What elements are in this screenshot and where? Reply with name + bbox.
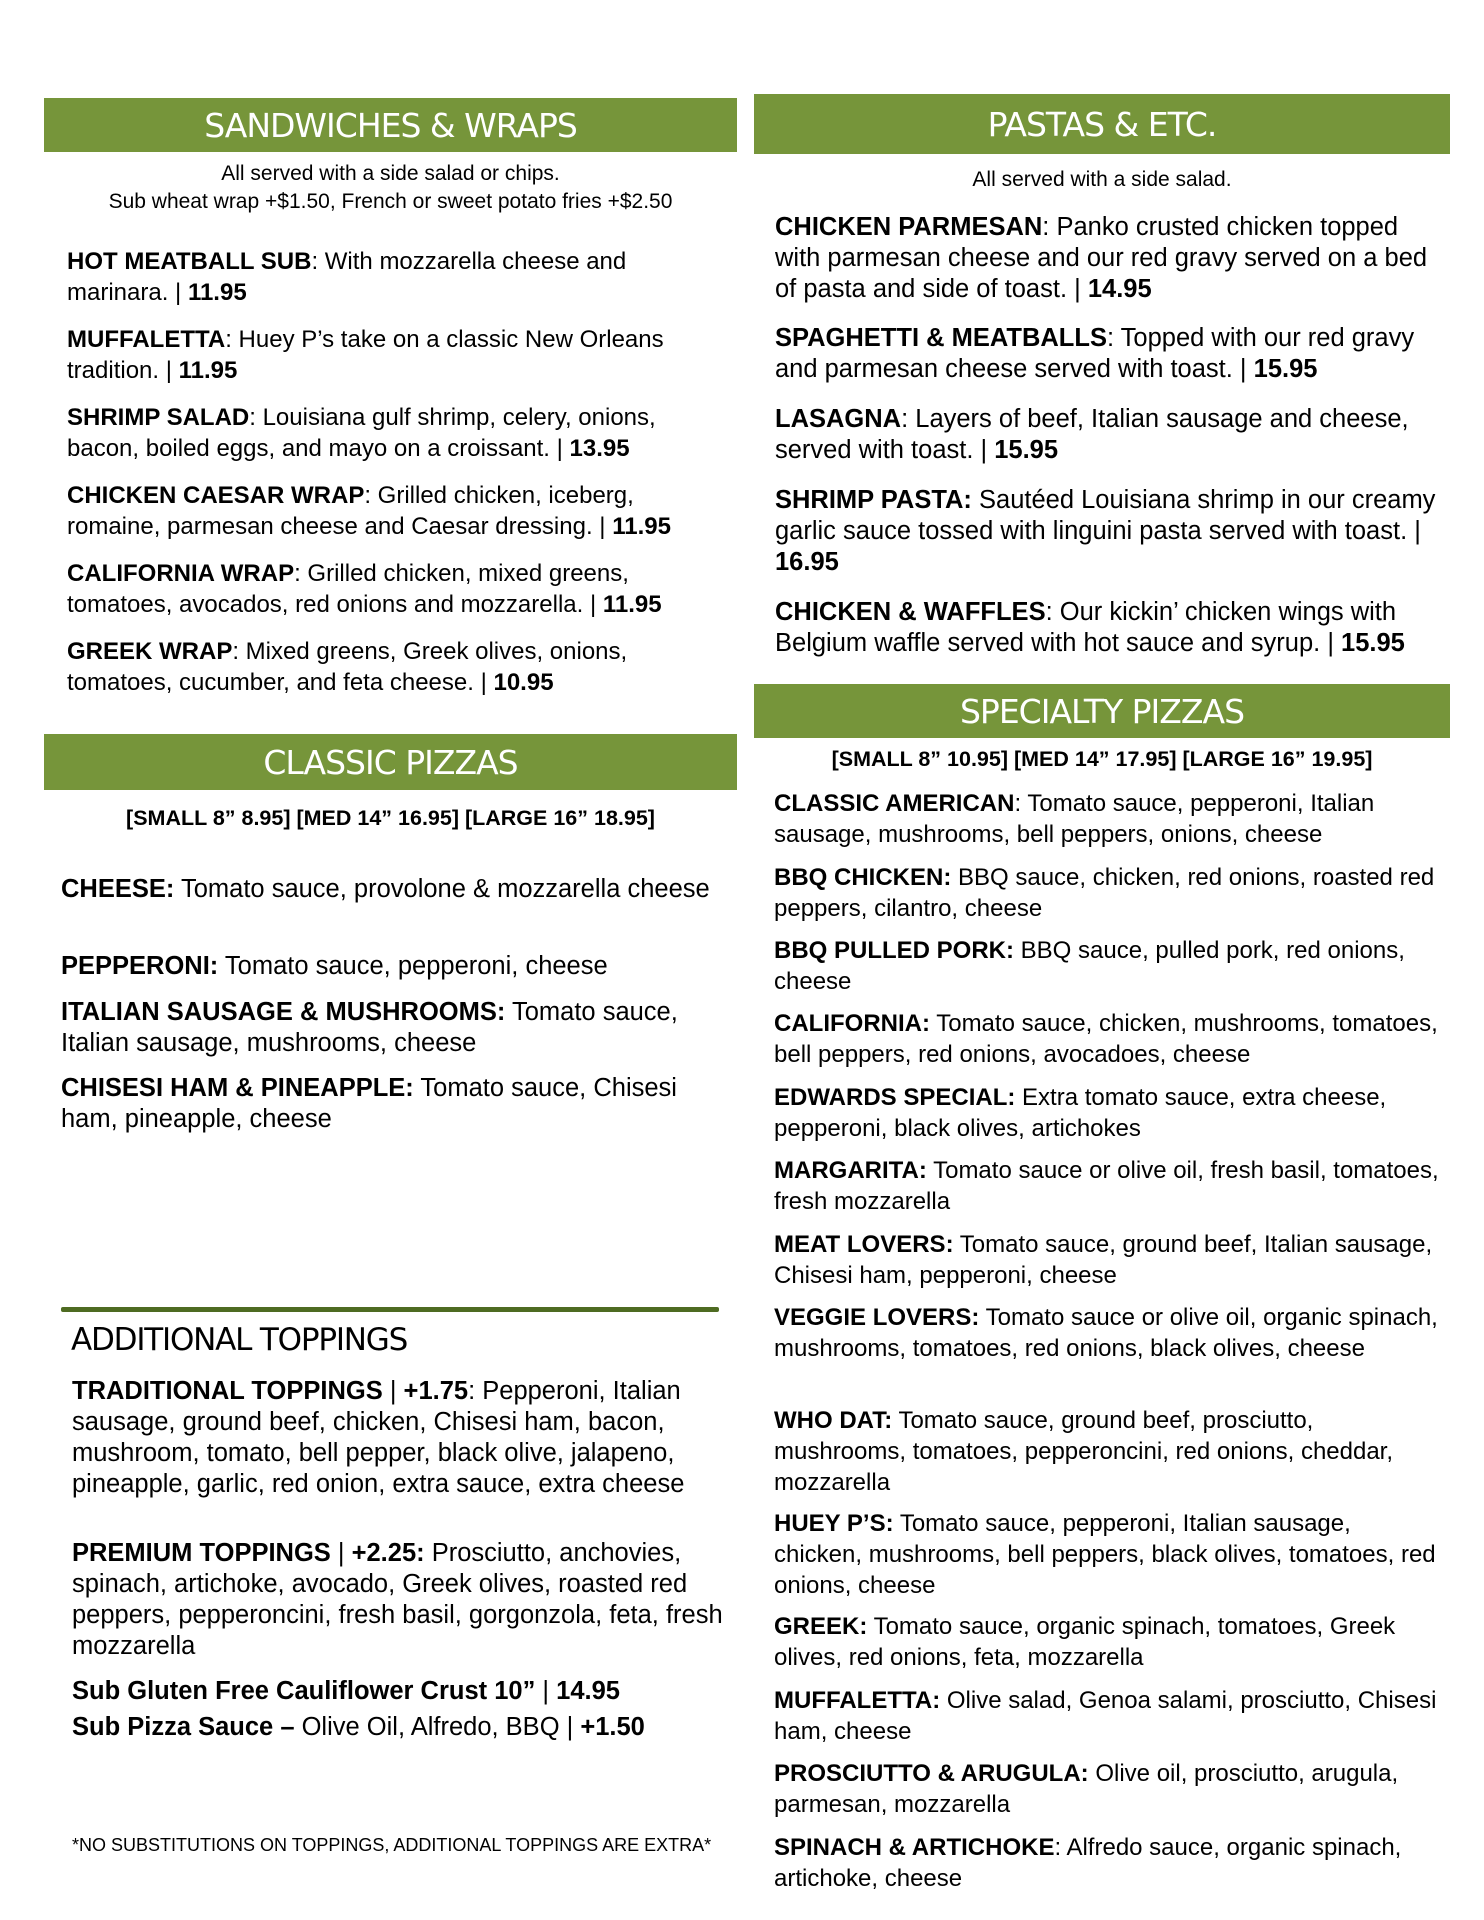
item-price: +1.75 xyxy=(403,1377,469,1405)
item-name: PREMIUM TOPPINGS xyxy=(72,1539,331,1567)
classic-pizzas-title: CLASSIC PIZZAS xyxy=(263,742,518,782)
item-desc: Olive salad, Genoa salami, prosciutto, Chisesi ham, cheese xyxy=(774,1687,1437,1745)
item-name: Sub Pizza Sauce – xyxy=(72,1713,295,1741)
item-price: 15.95 xyxy=(994,436,1059,464)
sandwiches-note xyxy=(44,160,737,216)
item-price: +2.25: xyxy=(351,1539,425,1567)
item-name: WHO DAT: xyxy=(774,1407,893,1434)
menu-item-chicken-waffles xyxy=(775,597,1445,659)
item-name: PEPPERONI: xyxy=(61,952,219,980)
item-name: MARGARITA: xyxy=(774,1157,927,1184)
item-desc: : Tomato sauce, pepperoni, Italian sausage, mushrooms, bell peppers, onions, cheese xyxy=(774,790,1375,848)
item-name: VEGGIE LOVERS: xyxy=(774,1304,980,1331)
item-name: MUFFALETTA xyxy=(67,326,226,353)
menu-item-muffaletta-pizza xyxy=(774,1685,1444,1747)
item-sep: | xyxy=(330,1539,352,1567)
item-price: 15.95 xyxy=(1341,629,1405,657)
item-desc: Sautéed Louisiana shrimp in our creamy garlic sauce tossed with linguini pasta served with toast. | xyxy=(775,486,1436,545)
item-desc: Tomato sauce, ground beef, Italian sausage, Chisesi ham, pepperoni, cheese xyxy=(774,1231,1433,1289)
sandwiches-note-2: Sub wheat wrap +$1.50, French or sweet potato fries +$2.50 xyxy=(108,190,673,213)
footnote: *NO SUBSTITUTIONS ON TOPPINGS, ADDITIONAL TOPPINGS ARE EXTRA* xyxy=(72,1835,712,1855)
item-desc: : Grilled chicken, iceberg, romaine, parmesan cheese and Caesar dressing. | xyxy=(67,482,634,540)
specialty-pizzas-title: SPECIALTY PIZZAS xyxy=(959,691,1245,731)
item-desc: : Huey P’s take on a classic New Orleans tradition. | xyxy=(67,326,664,384)
item-name: BBQ PULLED PORK: xyxy=(774,937,1014,964)
item-price: 11.95 xyxy=(178,357,238,384)
item-price: 15.95 xyxy=(1253,355,1318,383)
item-name: TRADITIONAL TOPPINGS xyxy=(72,1377,383,1405)
menu-item-huey-ps xyxy=(774,1508,1444,1601)
menu-item-chisesi-ham-pizza xyxy=(61,1073,721,1135)
item-name: EDWARDS SPECIAL: xyxy=(774,1084,1016,1111)
menu-item-margarita xyxy=(774,1155,1444,1217)
item-price: 14.95 xyxy=(1087,275,1152,303)
menu-item-prosciutto-arugula xyxy=(774,1758,1444,1820)
sandwiches-banner xyxy=(44,98,737,152)
item-name: MUFFALETTA: xyxy=(774,1687,941,1714)
item-desc: BBQ sauce, pulled pork, red onions, cheese xyxy=(774,937,1405,995)
menu-item-italian-sausage-pizza xyxy=(61,997,721,1059)
item-name: CALIFORNIA WRAP xyxy=(67,560,295,587)
sub-pizza-sauce xyxy=(72,1712,727,1743)
item-name: PROSCIUTTO & ARUGULA: xyxy=(774,1760,1089,1787)
specialty-pizzas-sizes: [SMALL 8” 10.95] [MED 14” 17.95] [LARGE 16” 19.95] xyxy=(831,747,1373,771)
item-name: SHRIMP PASTA: xyxy=(775,486,972,514)
menu-item-spinach-artichoke xyxy=(774,1832,1444,1894)
item-desc: Tomato sauce, Chisesi ham, pineapple, cheese xyxy=(61,1074,677,1133)
item-desc: Extra tomato sauce, extra cheese, pepperoni, black olives, artichokes xyxy=(774,1084,1387,1142)
menu-item-classic-american xyxy=(774,788,1444,850)
item-desc: Tomato sauce, organic spinach, tomatoes, Greek olives, red onions, feta, mozzarella xyxy=(774,1613,1396,1671)
item-sep: | xyxy=(535,1677,557,1705)
gluten-free-crust xyxy=(72,1676,727,1707)
menu-item-chicken-caesar-wrap xyxy=(67,480,727,542)
classic-pizzas-sizes: [SMALL 8” 8.95] [MED 14” 16.95] [LARGE 16” 18.95] xyxy=(126,806,655,830)
toppings-title: ADDITIONAL TOPPINGS xyxy=(71,1322,408,1358)
menu-item-hot-meatball-sub xyxy=(67,246,727,308)
item-name: HOT MEATBALL SUB xyxy=(67,248,312,275)
item-name: LASAGNA xyxy=(775,405,902,433)
item-sep: | xyxy=(382,1377,404,1405)
item-name: HUEY P’S: xyxy=(774,1510,894,1537)
menu-item-lasagna xyxy=(775,404,1445,466)
item-desc: : Topped with our red gravy and parmesan cheese served with toast. | xyxy=(775,324,1415,383)
item-name: BBQ CHICKEN: xyxy=(774,864,952,891)
item-desc: Tomato sauce, pepperoni, Italian sausage, chicken, mushrooms, bell peppers, black olives, tomatoes, red onions, cheese xyxy=(774,1510,1436,1599)
item-name: GREEK: xyxy=(774,1613,868,1640)
toppings-divider xyxy=(61,1307,719,1312)
item-price: 16.95 xyxy=(775,548,839,576)
menu-item-greek-wrap xyxy=(67,636,727,698)
item-name: CHICKEN & WAFFLES xyxy=(775,598,1046,626)
item-name: CHICKEN PARMESAN xyxy=(775,213,1043,241)
item-price: 11.95 xyxy=(602,591,662,618)
pastas-title: PASTAS & ETC. xyxy=(987,104,1217,144)
item-name: CLASSIC AMERICAN xyxy=(774,790,1015,817)
menu-item-shrimp-pasta xyxy=(775,485,1445,578)
item-name: SPAGHETTI & MEATBALLS xyxy=(775,324,1107,352)
item-price: 11.95 xyxy=(187,279,247,306)
item-price: 11.95 xyxy=(612,513,671,540)
premium-toppings xyxy=(72,1538,727,1662)
specialty-pizzas-banner xyxy=(754,684,1450,738)
item-name: CHEESE: xyxy=(61,875,175,903)
item-name: SHRIMP SALAD xyxy=(67,404,250,431)
item-desc: Tomato sauce, provolone & mozzarella cheese xyxy=(174,875,710,903)
menu-item-veggie-lovers xyxy=(774,1302,1444,1364)
item-name: CHICKEN CAESAR WRAP xyxy=(67,482,365,509)
item-desc: Tomato sauce, chicken, mushrooms, tomatoes, bell peppers, red onions, avocadoes, cheese xyxy=(774,1010,1438,1068)
item-desc: : Grilled chicken, mixed greens, tomatoes, avocados, red onions and mozzarella. | xyxy=(67,560,629,618)
traditional-toppings xyxy=(72,1376,727,1500)
sandwiches-note-1: All served with a side salad or chips. xyxy=(221,162,560,185)
item-desc: Tomato sauce, Italian sausage, mushrooms, cheese xyxy=(61,998,678,1057)
menu-item-greek-pizza xyxy=(774,1611,1444,1673)
item-desc: Olive oil, prosciutto, arugula, parmesan, mozzarella xyxy=(774,1760,1399,1818)
menu-item-pepperoni-pizza xyxy=(61,951,721,982)
pastas-note: All served with a side salad. xyxy=(972,168,1232,191)
menu-item-shrimp-salad xyxy=(67,402,727,464)
item-desc: : Alfredo sauce, organic spinach, artichoke, cheese xyxy=(774,1834,1402,1892)
menu-item-edwards-special xyxy=(774,1082,1444,1144)
menu-item-california-wrap xyxy=(67,558,727,620)
item-desc: Prosciutto, anchovies, spinach, artichoke, avocado, Greek olives, roasted red peppers, pepperoncini, fresh basil, gorgonzola, feta, fresh mozzarella xyxy=(72,1539,723,1660)
menu-item-chicken-parmesan xyxy=(775,212,1445,305)
menu-item-muffaletta xyxy=(67,324,727,386)
pastas-banner xyxy=(754,94,1450,154)
classic-pizzas-banner xyxy=(44,734,737,790)
item-desc: : Louisiana gulf shrimp, celery, onions, bacon, boiled eggs, and mayo on a croissant. | xyxy=(67,404,656,462)
item-name: CHISESI HAM & PINEAPPLE: xyxy=(61,1074,414,1102)
item-name: Sub Gluten Free Cauliflower Crust 10” xyxy=(72,1677,536,1705)
item-name: CALIFORNIA: xyxy=(774,1010,930,1037)
item-price: 10.95 xyxy=(493,669,554,696)
item-desc: Tomato sauce, ground beef, prosciutto, mushrooms, tomatoes, pepperoncini, red onions, cheddar, mozzarella xyxy=(774,1407,1394,1496)
menu-item-who-dat xyxy=(774,1405,1444,1498)
item-price: +1.50 xyxy=(580,1713,645,1741)
item-price: 13.95 xyxy=(569,435,630,462)
item-desc: Olive Oil, Alfredo, BBQ | xyxy=(294,1713,581,1741)
item-desc: : Our kickin’ chicken wings with Belgium waffle served with hot sauce and syrup. | xyxy=(775,598,1397,657)
menu-item-california-pizza xyxy=(774,1008,1444,1070)
sandwiches-title: SANDWICHES & WRAPS xyxy=(204,105,577,145)
item-desc: : Pepperoni, Italian sausage, ground beef, chicken, Chisesi ham, bacon, mushroom, tomato, bell pepper, black olive, jalapeno, pineapple, garlic, red onion, extra sauce, extra cheese xyxy=(72,1377,685,1498)
item-desc: : With mozzarella cheese and marinara. | xyxy=(67,248,627,306)
menu-item-meat-lovers xyxy=(774,1229,1444,1291)
item-name: SPINACH & ARTICHOKE xyxy=(774,1834,1055,1861)
item-desc: Tomato sauce, pepperoni, cheese xyxy=(218,952,608,980)
item-name: ITALIAN SAUSAGE & MUSHROOMS: xyxy=(61,998,506,1026)
item-desc: : Mixed greens, Greek olives, onions, tomatoes, cucumber, and feta cheese. | xyxy=(67,638,628,696)
menu-item-bbq-pulled-pork xyxy=(774,935,1444,997)
item-desc: : Panko crusted chicken topped with parmesan cheese and our red gravy served on a bed of pasta and side of toast. | xyxy=(775,213,1428,303)
item-desc: Tomato sauce or olive oil, fresh basil, tomatoes, fresh mozzarella xyxy=(774,1157,1439,1215)
menu-item-cheese-pizza xyxy=(61,874,721,905)
item-name: GREEK WRAP xyxy=(67,638,233,665)
item-name: MEAT LOVERS: xyxy=(774,1231,954,1258)
menu-item-spaghetti-meatballs xyxy=(775,323,1445,385)
menu-item-bbq-chicken xyxy=(774,862,1444,924)
item-desc: Tomato sauce or olive oil, organic spinach, mushrooms, tomatoes, red onions, black olives, cheese xyxy=(774,1304,1438,1362)
item-desc: BBQ sauce, chicken, red onions, roasted red peppers, cilantro, cheese xyxy=(774,864,1435,922)
item-desc: : Layers of beef, Italian sausage and cheese, served with toast. | xyxy=(775,405,1409,464)
item-price: 14.95 xyxy=(556,1677,620,1705)
